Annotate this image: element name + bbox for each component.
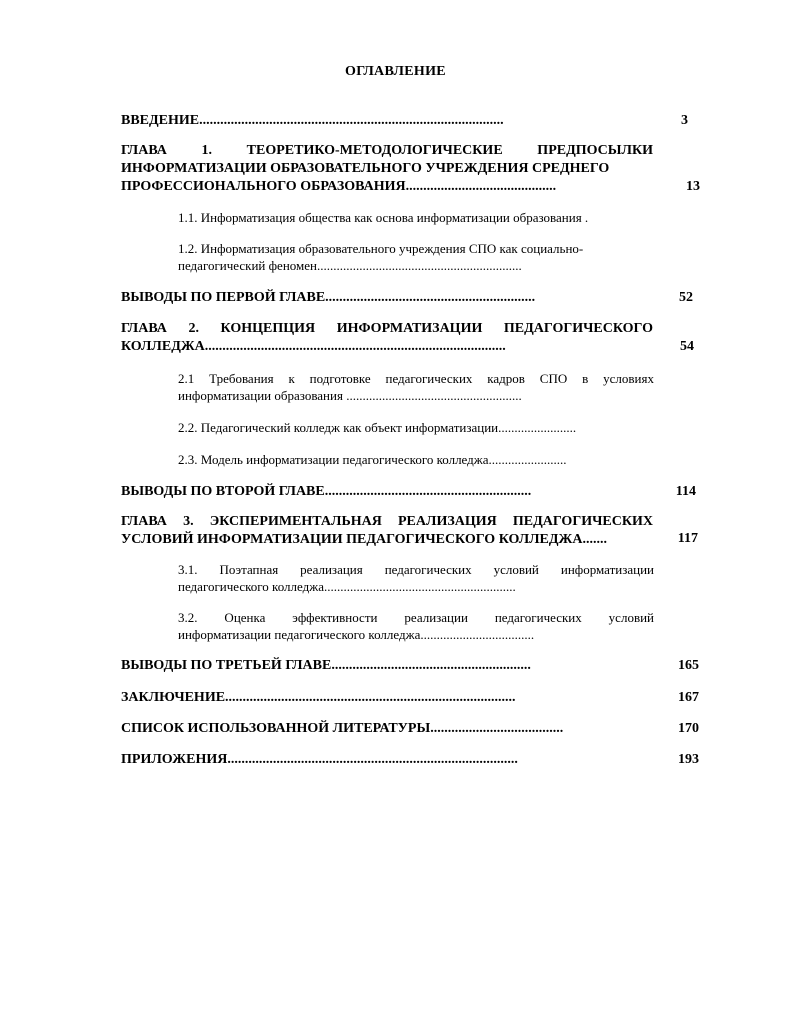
toc-entry-chapter-1[interactable]	[121, 142, 653, 196]
section-1-2-line-2: педагогический феномен...............................................................	[178, 258, 522, 273]
page-number: 167	[678, 690, 699, 705]
toc-entry-conclusions-chapter-2[interactable]: ВЫВОДЫ ПО ВТОРОЙ ГЛАВЕ...........................................................	[121, 484, 532, 499]
toc-entry-introduction[interactable]: ВВЕДЕНИЕ.......................................................................................	[121, 113, 504, 128]
page-number: 165	[678, 658, 699, 673]
toc-entry-conclusions-chapter-3[interactable]: ВЫВОДЫ ПО ТРЕТЬЕЙ ГЛАВЕ.........................................................	[121, 658, 531, 673]
toc-entry-section-1-1[interactable]: 1.1. Информатизация общества как основа информатизации образования .	[178, 210, 589, 225]
chapter-1-line-2: ИНФОРМАТИЗАЦИИ ОБРАЗОВАТЕЛЬНОГО УЧРЕЖДЕНИЯ СРЕДНЕГО	[121, 161, 610, 176]
toc-entry-references[interactable]: СПИСОК ИСПОЛЬЗОВАННОЙ ЛИТЕРАТУРЫ......................................	[121, 721, 564, 736]
section-2-1-line-2: информатизации образования ......................................................	[178, 388, 522, 403]
page-number: 3	[681, 113, 688, 128]
section-1-2-line-1: 1.2. Информатизация образовательного учреждения СПО как социально-	[178, 241, 584, 256]
chapter-1-line-3: ПРОФЕССИОНАЛЬНОГО ОБРАЗОВАНИЯ...........................................	[121, 179, 557, 194]
toc-entry-chapter-2[interactable]	[121, 320, 653, 356]
toc-entry-section-3-2[interactable]	[178, 609, 654, 643]
toc-entry-section-3-1[interactable]	[178, 561, 654, 595]
chapter-2-line-2: КОЛЛЕДЖА......................................................................................	[121, 339, 506, 354]
page-number: 54	[680, 339, 694, 354]
toc-entry-appendices[interactable]: ПРИЛОЖЕНИЯ...................................................................................	[121, 752, 518, 767]
chapter-1-line-1: ГЛАВА 1. ТЕОРЕТИКО-МЕТОДОЛОГИЧЕСКИЕ ПРЕДПОСЫЛКИ	[121, 143, 653, 158]
page-number: 170	[678, 721, 699, 736]
section-2-1-line-1: 2.1 Требования к подготовке педагогических кадров СПО в условиях	[178, 371, 654, 386]
section-3-2-line-2: информатизации педагогического колледжа...................................	[178, 627, 535, 642]
toc-entry-conclusions-chapter-1[interactable]: ВЫВОДЫ ПО ПЕРВОЙ ГЛАВЕ............................................................	[121, 290, 536, 305]
toc-entry-conclusion[interactable]: ЗАКЛЮЧЕНИЕ...................................................................................	[121, 690, 516, 705]
toc-entry-section-1-2[interactable]	[178, 240, 654, 274]
section-3-2-line-1: 3.2. Оценка эффективности реализации педагогических условий	[178, 610, 654, 625]
page-number: 117	[677, 531, 698, 546]
page-number: 193	[678, 752, 699, 767]
page-number: 13	[686, 179, 700, 194]
toc-title: ОГЛАВЛЕНИЕ	[345, 64, 446, 79]
chapter-3-line-1: ГЛАВА 3. ЭКСПЕРИМЕНТАЛЬНАЯ РЕАЛИЗАЦИЯ ПЕДАГОГИЧЕСКИХ	[121, 514, 653, 529]
toc-entry-section-2-3[interactable]: 2.3. Модель информатизации педагогического колледжа........................	[178, 452, 567, 467]
page-number: 114	[675, 484, 696, 499]
section-3-1-line-1: 3.1. Поэтапная реализация педагогических условий информатизации	[178, 562, 654, 577]
chapter-2-line-1: ГЛАВА 2. КОНЦЕПЦИЯ ИНФОРМАТИЗАЦИИ ПЕДАГОГИЧЕСКОГО	[121, 321, 653, 336]
page-number: 52	[679, 290, 693, 305]
toc-entry-section-2-2[interactable]: 2.2. Педагогический колледж как объект информатизации........................	[178, 420, 577, 435]
toc-entry-chapter-3[interactable]	[121, 513, 653, 549]
toc-entry-section-2-1[interactable]	[178, 370, 654, 404]
section-3-1-line-2: педагогического колледжа...........................................................	[178, 579, 516, 594]
chapter-3-line-2: УСЛОВИЙ ИНФОРМАТИЗАЦИИ ПЕДАГОГИЧЕСКОГО КОЛЛЕДЖА.......	[121, 532, 607, 547]
